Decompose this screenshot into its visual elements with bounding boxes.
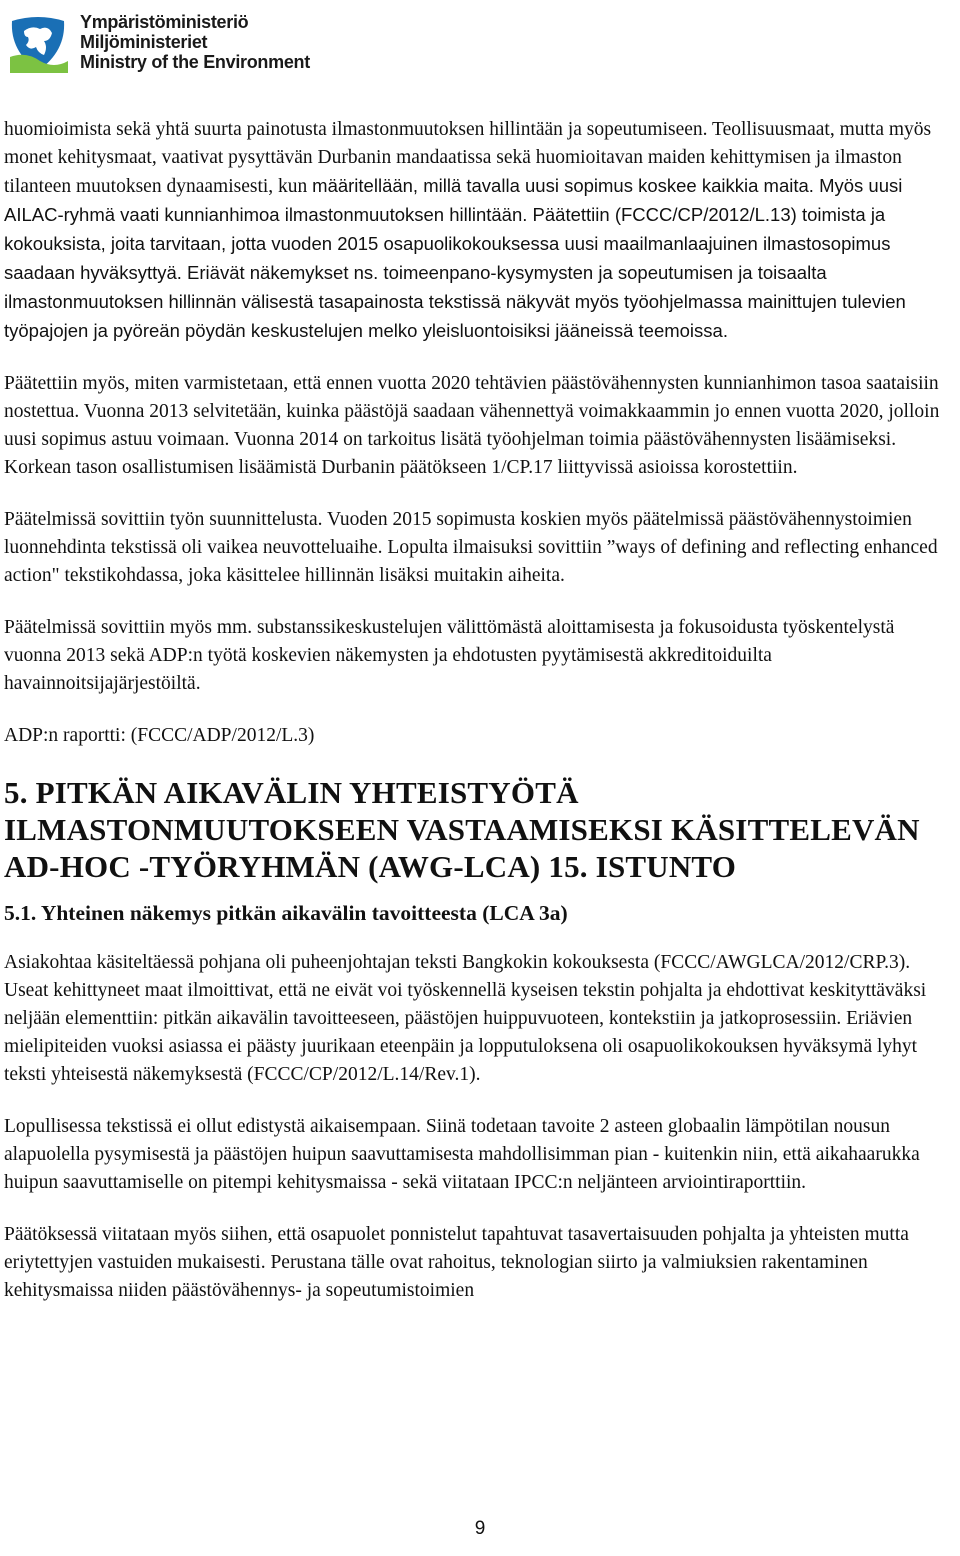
ministry-logo bbox=[6, 4, 346, 82]
finnish-lion-emblem-icon bbox=[6, 11, 70, 75]
adp-report-reference: ADP:n raportti: (FCCC/ADP/2012/L.3) bbox=[4, 725, 315, 746]
sub-heading: 5.1. Yhteinen näkemys pitkän aikavälin tavoitteesta (LCA 3a) bbox=[4, 901, 568, 925]
section-heading: 5. PITKÄN AIKAVÄLIN YHTEISTYÖTÄ ILMASTONMUUTOKSEEN VASTAAMISEKSI KÄSITTELEVÄN AD-HOC -TYÖRYHMÄN (AWG-LCA) 15. ISTUNTO bbox=[4, 775, 920, 884]
logo-line-english: Ministry of the Environment bbox=[80, 51, 310, 72]
paragraph-3: Päätelmissä sovittiin työn suunnittelusta. Vuoden 2015 sopimusta koskien myös päätelmissä päästövähennystoimien luonnehdinta tekstissä oli vaikea neuvotteluaihe. Lopulta ilmaisuksi sovittiin ”ways of defining and reflecting enhanced action" tekstikohdassa, joka käsittelee hillinnän lisäksi muitakin aiheita. bbox=[4, 509, 938, 586]
paragraph-2: Päätettiin myös, miten varmistetaan, että ennen vuotta 2020 tehtävien päästövähennysten kunnianhimon tasoa saataisiin nostettua. Vuonna 2013 selvitetään, kuinka päästöjä saadaan vähennettyä voimakkaammin jo ennen vuotta 2020, jolloin uusi sopimus astuu voimaan. Vuonna 2014 on tarkoitus lisätä työohjelman toimia päästövähennysten lisäämiseksi. Korkean tason osallistumisen lisäämistä Durbanin päätökseen 1/CP.17 liittyvissä asioissa korostettiin. bbox=[4, 373, 940, 478]
paragraph-8: Päätöksessä viitataan myös siihen, että osapuolet ponnistelut tapahtuvat tasavertaisuuden pohjalta ja yhteisten mutta eriytettyjen vastuiden mukaisesti. Perustana tälle ovat rahoitus, teknologian siirto ja valmiuksien rakentaminen kehitysmaissa niiden päästövähennys- ja sopeutumistoimien bbox=[4, 1224, 909, 1301]
logo-line-swedish: Miljöministeriet bbox=[80, 32, 208, 53]
paragraph-1 bbox=[4, 116, 956, 346]
paragraph-4: Päätelmissä sovittiin myös mm. substanssikeskustelujen välittömästä aloittamisesta ja fokusoidusta työskentelystä vuonna 2013 sekä ADP:n työtä koskevien näkemysten ja ehdotusten pyytämisestä akkreditoiduilta havainnoitsijajärjestöiltä. bbox=[4, 617, 895, 694]
logo-line-finnish: Ympäristöministeriö bbox=[80, 12, 249, 33]
paragraph-1-sans-part: määritellään, millä tavalla uusi sopimus koskee kaikkia maita. Myös uusi AILAC-ryhmä vaati kunnianhimoa ilmastonmuutoksen hillintään. Päätettiin (FCCC/CP/2012/L.13) toimista ja kokouksista, joita tarvitaan, jotta vuoden 2015 osapuolikokouksessa uusi maailmanlaajuinen ilmastosopimus saadaan hyväksyttyä. Eriävät näkemykset ns. toimeenpano-kysymysten ja sopeutumisen ja toisaalta ilmastonmuutoksen hillinnän välisestä tasapainosta tekstissä näkyvät myös työohjelmassa mainittujen tulevien työpajojen ja pyöreän pöydän keskustelujen melko yleisluontoisiksi jääneissä teemoissa. bbox=[4, 175, 906, 341]
document-body bbox=[4, 116, 956, 1329]
paragraph-7: Lopullisessa tekstissä ei ollut edistystä aikaisempaan. Siinä todetaan tavoite 2 asteen globaalin lämpötilan nousun alapuolella pysymisestä ja päästöjen huipun saavuttamisesta mahdollisimman pian - kuitenkin niin, että aikahaarukka huipun saavuttamiselle on pitempi kehitysmaissa - sekä viitataan IPCC:n neljänteen arviointiraporttiin. bbox=[4, 1116, 920, 1193]
paragraph-6: Asiakohtaa käsiteltäessä pohjana oli puheenjohtajan teksti Bangkokin kokouksesta (FCCC/AWGLCA/2012/CRP.3). Useat kehittyneet maat ilmoittivat, että ne eivät voi työskennellä kyseisen tekstin pohjalta ja ehdottivat keskityttäväksi neljään elementtiin: pitkän aikavälin tavoitteeseen, päästöjen huippuvuoteen, kontekstiin ja jatkoprosessiin. Eriävien mielipiteiden vuoksi asiassa ei päästy juurikaan eteenpäin ja lopputuloksena oli osapuolikokouksen hyväksymä lyhyt teksti yhteisestä näkemyksestä (FCCC/CP/2012/L.14/Rev.1). bbox=[4, 952, 927, 1085]
paragraph-1-serif-part: huomioimista sekä yhtä suurta painotusta ilmastonmuutoksen hillintään ja sopeutumiseen. Teollisuusmaat, mutta myös monet kehitysmaat, vaativat pysyttävän Durbanin mandaatissa sekä huomioitavan maiden kehittymisen ja ilmaston tilanteen muutoksen dynaamisesti, kun bbox=[4, 119, 932, 197]
page-number: 9 bbox=[474, 1518, 486, 1539]
logo-wordmark bbox=[80, 13, 310, 72]
